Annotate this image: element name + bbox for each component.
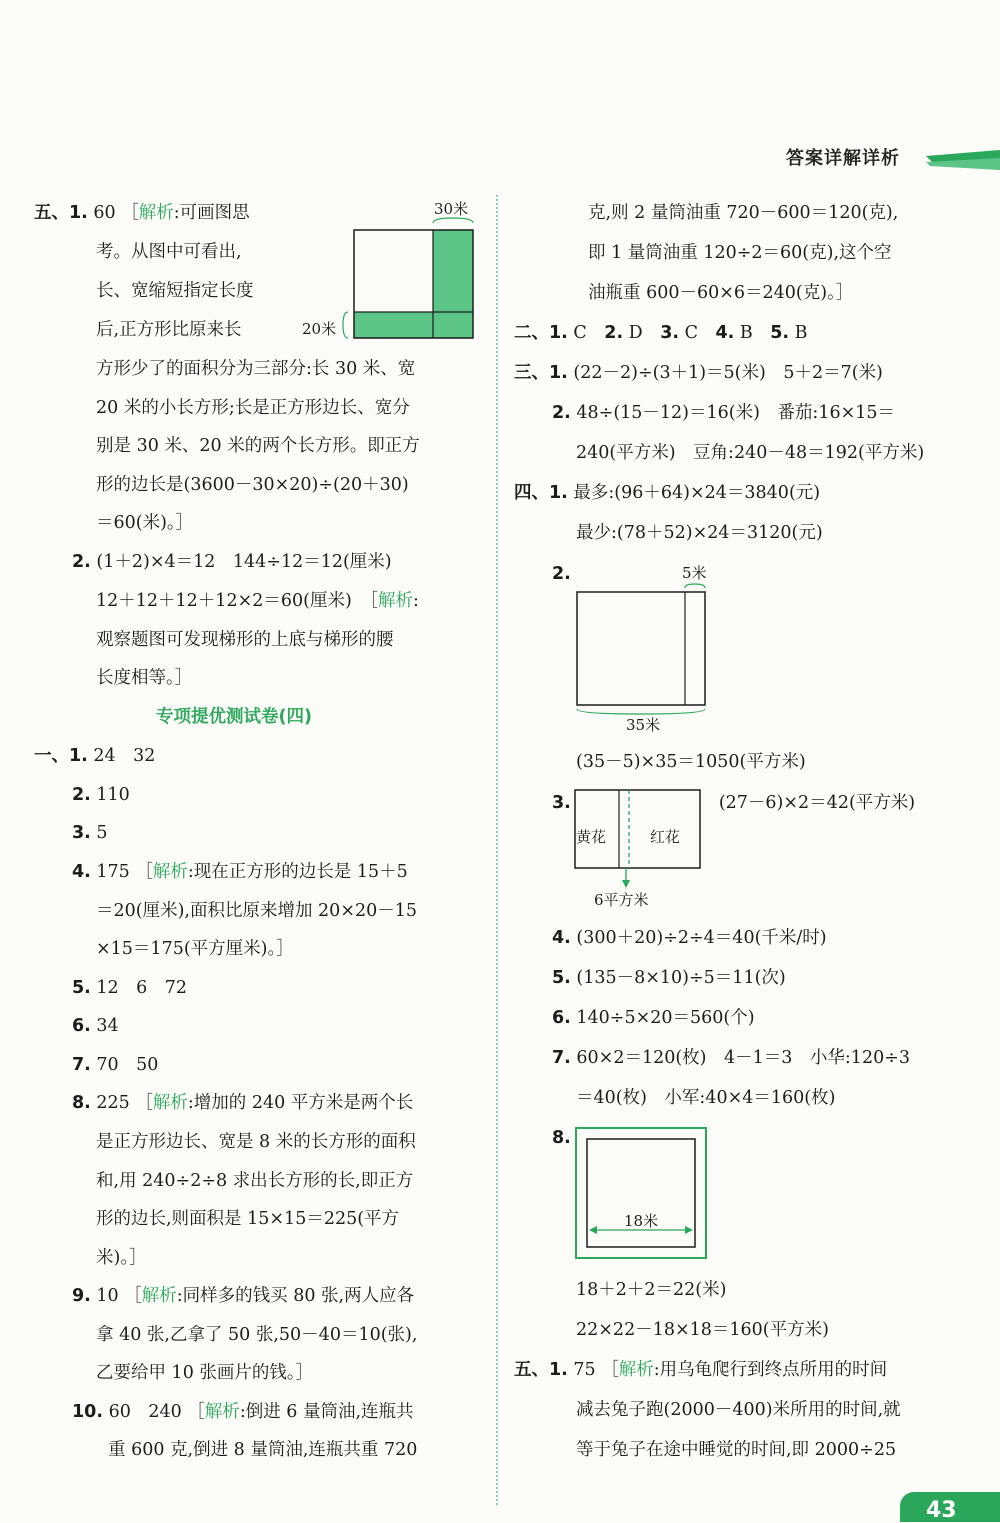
answer-line: 8. 225 ［解析:增加的 240 平方米是两个长: [72, 1093, 414, 1113]
answer-line: 7. 70 50: [72, 1055, 159, 1075]
answer-line: 22×22－18×18＝160(平方米): [576, 1320, 829, 1340]
answer-line: 10. 60 240 ［解析:倒进 6 量筒油,连瓶共: [72, 1402, 414, 1422]
answer-line: 2. 48÷(15－12)＝16(米) 番茄:16×15＝: [552, 403, 896, 423]
answer-line: 二、1. C 2. D 3. C 4. B 5. B: [514, 323, 808, 343]
answer-line: 形的边长,则面积是 15×15＝225(平方: [96, 1209, 400, 1229]
answer-line: 最少:(78＋52)×24＝3120(元): [576, 523, 823, 543]
answer-line: 方形少了的面积分为三部分:长 30 米、宽: [96, 359, 416, 379]
flower-bed-figure: [570, 786, 710, 911]
answer-line: 长度相等。］: [96, 668, 193, 688]
answer-line: 是正方形边长、宽是 8 米的长方形的面积: [96, 1132, 416, 1152]
answer-line: 和,用 240÷2÷8 求出长方形的长,即正方: [96, 1171, 414, 1191]
answer-line: 即 1 量筒油重 120÷2＝60(克),这个空: [588, 243, 892, 263]
area-label-6sqm: 6平方米: [594, 891, 649, 909]
answer-line: 乙要给甲 10 张画片的钱。］: [96, 1363, 314, 1383]
answer-line: 12＋12＋12＋12×2＝60(厘米) ［解析:: [96, 591, 419, 611]
answer-line: 长、宽缩短指定长度: [96, 281, 254, 301]
answer-line: 2.: [552, 564, 571, 584]
answer-line: 4. 175 ［解析:现在正方形的边长是 15＋5: [72, 862, 408, 882]
header-accent-bar: [926, 150, 1000, 170]
square-diagram-figure: [296, 196, 486, 346]
square-path-figure: [572, 1124, 712, 1262]
answer-line: 5. (135－8×10)÷5＝11(次): [552, 968, 786, 988]
answer-line: ＝20(厘米),面积比原来增加 20×20－15: [96, 901, 418, 921]
page-header-title: 答案详解详析: [786, 148, 900, 169]
side-label-18m: 18米: [624, 1212, 659, 1230]
red-flower-label: 红花: [650, 828, 681, 846]
answer-line: ＝60(米)。］: [96, 513, 194, 533]
column-divider: [496, 195, 498, 1505]
answer-line: 油瓶重 600－60×6＝240(克)。］: [588, 283, 854, 303]
answer-line: 米)。］: [96, 1248, 147, 1268]
answer-line: 2. (1＋2)×4＝12 144÷12＝12(厘米): [72, 552, 392, 572]
answer-line: 20 米的小长方形;长是正方形边长、宽分: [96, 398, 410, 418]
answer-line: 2. 110: [72, 785, 130, 805]
strip-label-5m: 5米: [682, 564, 707, 582]
answer-line: 6. 34: [72, 1016, 119, 1036]
page-number: 43: [926, 1498, 957, 1523]
answer-line: 6. 140÷5×20＝560(个): [552, 1008, 755, 1028]
answer-line: 观察题图可发现梯形的上底与梯形的腰: [96, 630, 394, 650]
answer-line: ＝40(枚) 小军:40×4＝160(枚): [576, 1088, 836, 1108]
answer-line: 4. (300＋20)÷2÷4＝40(千米/时): [552, 928, 827, 948]
height-label-20m: 20米: [302, 320, 337, 338]
side-label-35m: 35米: [626, 716, 661, 734]
answer-line: 减去兔子跑(2000－400)米所用的时间,就: [576, 1400, 901, 1420]
answer-line: 3. 5: [72, 823, 108, 843]
answer-line: 7. 60×2＝120(枚) 4－1＝3 小华:120÷3: [552, 1048, 911, 1068]
answer-line: 四、1. 最多:(96＋64)×24＝3840(元): [514, 483, 821, 503]
answer-line: 后,正方形比原来长: [96, 320, 242, 340]
answer-line: 240(平方米) 豆角:240－48＝192(平方米): [576, 443, 925, 463]
answer-line: 形的边长是(3600－30×20)÷(20＋30): [96, 475, 409, 495]
answer-line: 考。从图中可看出,: [96, 242, 242, 262]
section-title: 专项提优测试卷(四): [156, 707, 312, 727]
rectangle-diagram-figure: [570, 560, 720, 735]
answer-line: 三、1. (22－2)÷(3＋1)＝5(米) 5＋2＝7(米): [514, 363, 883, 383]
answer-line: 重 600 克,倒进 8 量筒油,连瓶共重 720: [108, 1440, 418, 1460]
answer-line: 五、1. 60 ［解析:可画图思: [34, 203, 250, 223]
answer-line: ×15＝175(平方厘米)。］: [96, 939, 294, 959]
answer-line: 一、1. 24 32: [34, 746, 156, 766]
answer-line: 五、1. 75 ［解析:用乌龟爬行到终点所用的时间: [514, 1360, 888, 1380]
answer-line: 别是 30 米、20 米的两个长方形。即正方: [96, 436, 420, 456]
answer-line: 8.: [552, 1128, 571, 1148]
answer-line: 18＋2＋2＝22(米): [576, 1280, 727, 1300]
width-label-30m: 30米: [434, 200, 469, 218]
answer-line: 9. 10 ［解析:同样多的钱买 80 张,两人应各: [72, 1286, 415, 1306]
yellow-flower-label: 黄花: [576, 828, 607, 846]
answer-line: 5. 12 6 72: [72, 978, 188, 998]
answer-line: (35－5)×35＝1050(平方米): [576, 752, 806, 772]
answer-line: 等于兔子在途中睡觉的时间,即 2000÷25: [576, 1440, 897, 1460]
answer-line: 克,则 2 量筒油重 720－600＝120(克),: [588, 203, 899, 223]
answer-line: 3. (27－6)×2＝42(平方米): [552, 793, 916, 813]
answer-line: 拿 40 张,乙拿了 50 张,50－40＝10(张),: [96, 1325, 418, 1345]
